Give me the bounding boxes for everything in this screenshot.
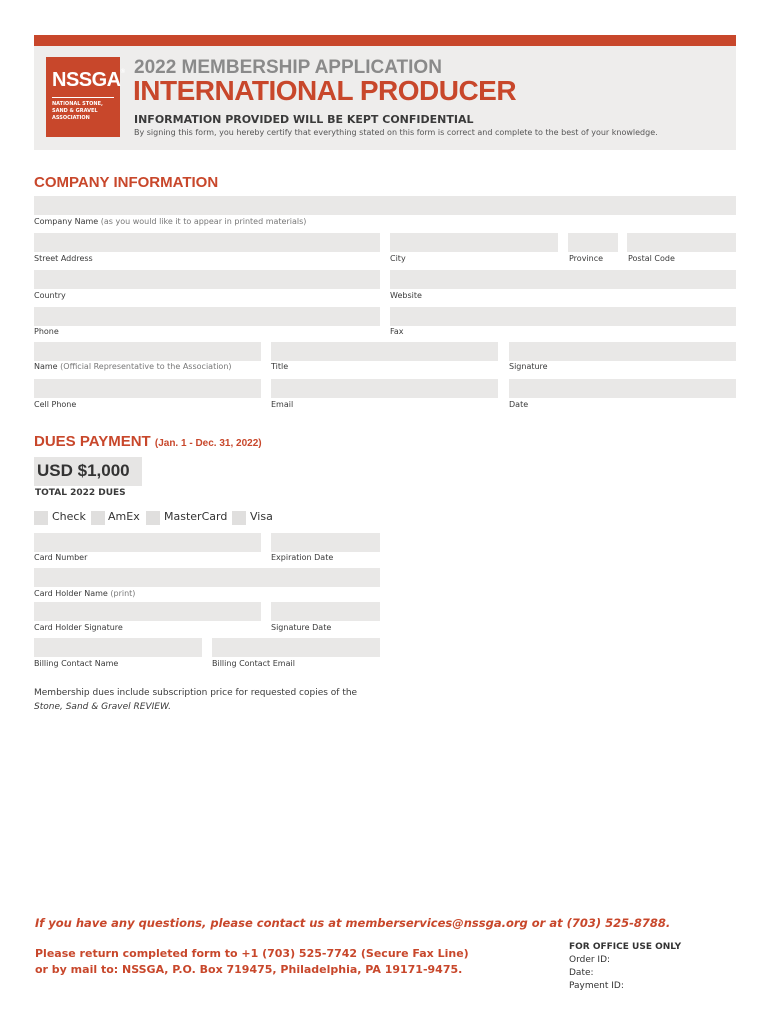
mastercard-label: MasterCard — [164, 510, 228, 523]
billing-contact-email-field[interactable] — [212, 638, 380, 657]
email-field[interactable] — [271, 379, 498, 398]
page-title: INTERNATIONAL PRODUCER — [133, 75, 517, 106]
country-field[interactable] — [34, 270, 380, 289]
phone-label: Phone — [34, 327, 59, 336]
payment-id-label: Payment ID: — [569, 981, 624, 991]
cell-phone-label: Cell Phone — [34, 400, 77, 409]
company-info-heading: COMPANY INFORMATION — [34, 174, 219, 191]
street-address-field[interactable] — [34, 233, 380, 252]
signature-date-label: Signature Date — [271, 623, 332, 632]
questions-contact-line: If you have any questions, please contact us at memberservices@nssga.org or at (703) 525-8788. — [35, 916, 671, 930]
title-field[interactable] — [271, 342, 498, 361]
dues-amount-box — [34, 457, 142, 486]
title-label: Title — [271, 362, 289, 371]
total-dues-label: TOTAL 2022 DUES — [35, 488, 126, 498]
representative-name-label: Name (Official Representative to the Association) — [34, 362, 232, 371]
city-label: City — [390, 254, 406, 263]
signature-field[interactable] — [509, 342, 736, 361]
date-field[interactable] — [509, 379, 736, 398]
visa-checkbox[interactable] — [232, 511, 246, 525]
logo-text: NSSGA® — [52, 69, 125, 91]
dues-note-line-2: Stone, Sand & Gravel REVIEW. — [34, 702, 171, 712]
street-address-label: Street Address — [34, 254, 93, 263]
card-holder-signature-field[interactable] — [34, 602, 261, 621]
confidential-notice: INFORMATION PROVIDED WILL BE KEPT CONFIDENTIAL — [134, 113, 474, 126]
top-accent-bar — [34, 35, 736, 46]
city-field[interactable] — [390, 233, 558, 252]
dues-amount: USD $1,000 — [37, 461, 130, 480]
amex-checkbox[interactable] — [91, 511, 105, 525]
postal-code-label: Postal Code — [628, 254, 675, 263]
mastercard-checkbox[interactable] — [146, 511, 160, 525]
signature-date-field[interactable] — [271, 602, 380, 621]
office-use-block — [569, 941, 681, 993]
visa-label: Visa — [250, 510, 273, 523]
check-checkbox[interactable] — [34, 511, 48, 525]
card-number-label: Card Number — [34, 553, 88, 562]
card-holder-name-field[interactable] — [34, 568, 380, 587]
postal-code-field[interactable] — [627, 233, 736, 252]
website-label: Website — [390, 291, 422, 300]
dues-subscription-note — [34, 686, 394, 714]
date-label: Date — [509, 400, 529, 409]
office-use-heading: FOR OFFICE USE ONLY — [569, 942, 682, 952]
certify-statement: By signing this form, you hereby certify that everything stated on this form is correct and complete to the best of your knowledge. — [134, 128, 658, 137]
country-label: Country — [34, 291, 66, 300]
fax-label: Fax — [390, 327, 404, 336]
card-number-field[interactable] — [34, 533, 261, 552]
order-id-label: Order ID: — [569, 955, 611, 965]
nssga-logo — [46, 57, 125, 137]
billing-contact-name-field[interactable] — [34, 638, 202, 657]
return-fax-line: Please return completed form to +1 (703) 525-7742 (Secure Fax Line) — [35, 947, 469, 960]
billing-contact-name-label: Billing Contact Name — [34, 659, 119, 668]
province-label: Province — [569, 254, 604, 263]
amex-label: AmEx — [108, 510, 140, 523]
return-mail-line: or by mail to: NSSGA, P.O. Box 719475, Philadelphia, PA 19171-9475. — [35, 963, 463, 976]
phone-field[interactable] — [34, 307, 380, 326]
check-label: Check — [52, 510, 86, 523]
representative-name-field[interactable] — [34, 342, 261, 361]
website-field[interactable] — [390, 270, 736, 289]
expiration-date-field[interactable] — [271, 533, 380, 552]
card-holder-name-label: Card Holder Name (print) — [34, 589, 136, 598]
return-instructions — [35, 946, 469, 978]
application-year-title: 2022 MEMBERSHIP APPLICATION — [134, 57, 442, 78]
office-date-label: Date: — [569, 968, 594, 978]
fax-field[interactable] — [390, 307, 736, 326]
dues-payment-heading: DUES PAYMENT (Jan. 1 - Dec. 31, 2022) — [34, 433, 262, 450]
logo-divider — [52, 97, 114, 98]
card-holder-signature-label: Card Holder Signature — [34, 623, 123, 632]
expiration-date-label: Expiration Date — [271, 553, 334, 562]
cell-phone-field[interactable] — [34, 379, 261, 398]
province-field[interactable] — [568, 233, 618, 252]
logo-subtitle: NATIONAL STONE, SAND & GRAVEL ASSOCIATION — [52, 101, 103, 121]
company-name-field[interactable] — [34, 196, 736, 215]
email-label: Email — [271, 400, 294, 409]
dues-note-line-1: Membership dues include subscription price for requested copies of the — [34, 688, 358, 698]
billing-contact-email-label: Billing Contact Email — [212, 659, 295, 668]
signature-label: Signature — [509, 362, 548, 371]
company-name-label: Company Name (as you would like it to appear in printed materials) — [34, 217, 307, 226]
